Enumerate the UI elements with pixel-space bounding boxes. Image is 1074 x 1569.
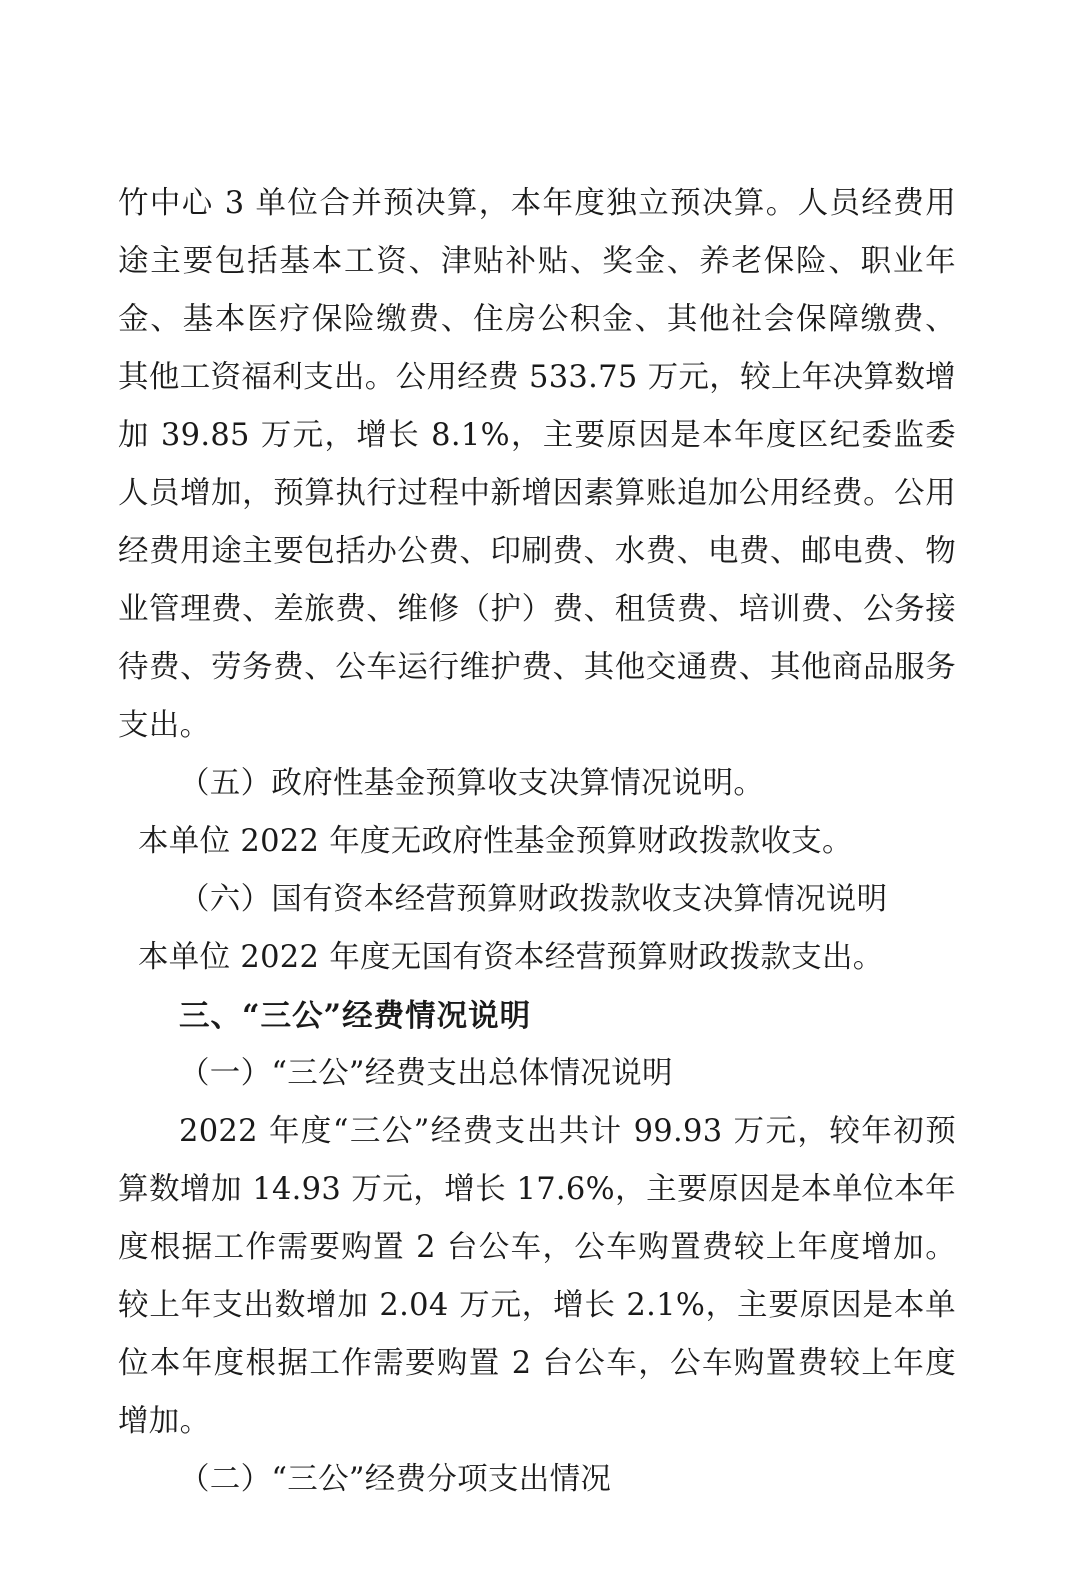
document-body (118, 175, 956, 1509)
heading-section-five: （五）政府性基金预算收支决算情况说明。 (179, 766, 765, 801)
heading-section-three: 三、“三公”经费情况说明 (179, 998, 532, 1034)
paragraph-section-three-one-body: 2022 年度“三公”经费支出共计 99.93 万元，较年初预算数增加 14.93 万元，增长 17.6%，主要原因是本单位本年度根据工作需要购置 2 台公车，公车购置费较上年度增加。较上年支出数增加 2.04 万元，增长 2.1%，主要原因是本单位本年度根据工作需要购置 2 台公车，公车购置费较上年度增加。 (118, 1114, 956, 1439)
heading-section-three-one: （一）“三公”经费支出总体情况说明 (179, 1056, 673, 1091)
paragraph-section-six-body: 本单位 2022 年度无国有资本经营预算财政拨款支出。 (138, 940, 884, 975)
heading-section-three-two: （二）“三公”经费分项支出情况 (179, 1462, 612, 1497)
heading-section-six: （六）国有资本经营预算财政拨款收支决算情况说明 (179, 882, 888, 917)
paragraph-continued-personnel-public-funds: 竹中心 3 单位合并预决算，本年度独立预决算。人员经费用途主要包括基本工资、津贴补贴、奖金、养老保险、职业年金、基本医疗保险缴费、住房公积金、其他社会保障缴费、 其他工资福利支出。公用经费 533.75 万元，较上年决算数增加 39.85 万元，增长 8.1%，主要原因是本年度区纪委监委人员增加，预算执行过程中新增因素算账追加公用经费。公用经费用途主要包括办公费、印刷费、水费、电费、邮电费、物业管理费、差旅费、维修（护）费、租赁费、培训费、公务接待费、劳务费、公车运行维护费、其他交通费、其他商品服务支出。 (118, 186, 956, 743)
paragraph-section-five-body: 本单位 2022 年度无政府性基金预算财政拨款收支。 (138, 824, 853, 859)
